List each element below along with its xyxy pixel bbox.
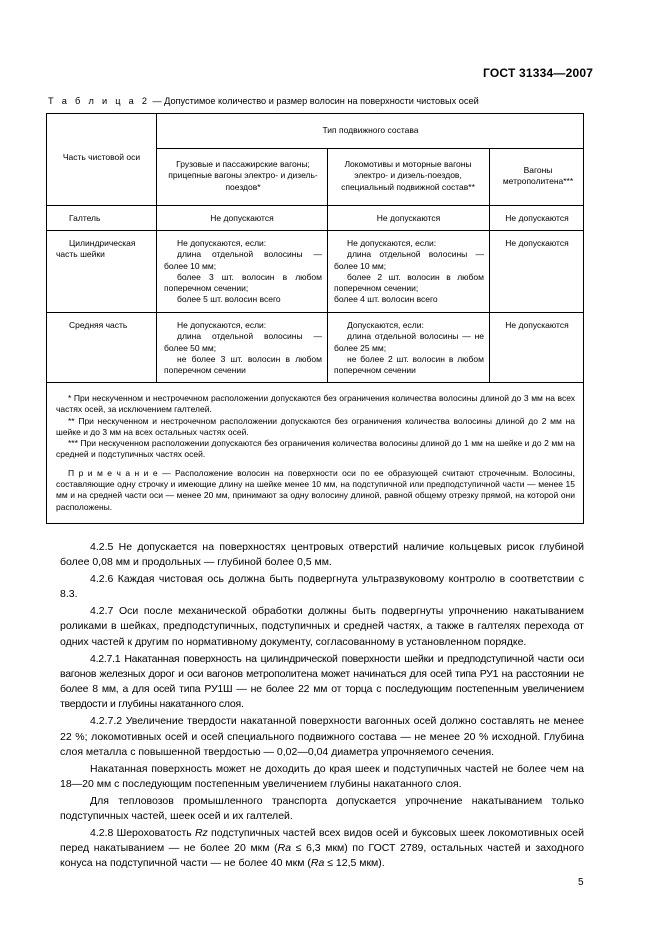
col-header-freight: Грузовые и пассажирские вагоны; прицепные вагоны электро- и дизель-поездов* xyxy=(168,159,318,192)
table-row-loco: Допускаются, если: длина отдельной волосины — не более 25 мм; не более 2 шт. волосин в любом поперечном сечении xyxy=(334,320,484,376)
col-header-part: Часть чистовой оси xyxy=(62,152,141,162)
table-notes xyxy=(56,393,575,520)
table-row-metro: Не допускаются xyxy=(505,213,569,223)
table-row-metro: Не допускаются xyxy=(505,238,569,248)
table-caption xyxy=(48,96,479,106)
paragraph-4-2-7: 4.2.7 Оси после механической обработки должны быть подвергнуты упрочнению накатыванием роликами в шейках, предподступичных, подступичных и средней частях, а также в галтелях перехода от одних частей к другим по нормативному документу, согласованному в установленном порядке. xyxy=(60,605,584,648)
paragraph-4-2-7-2: 4.2.7.2 Увеличение твердости накатанной поверхности вагонных осей должно составлять не менее 22 %; локомотивных осей и осей специального подвижного состава — не менее 20 % исходной. Глубина слоя металла с повышенной твердостью — 0,02—0,04 диаметра упрочняемого сечения. xyxy=(60,715,584,758)
remark-text: — Расположение волосин на поверхности оси по ее образующей считают строчечным. Волосины, составляющие одну строчку и имеющие длину на шейке менее 10 мм, на подступичной или предподступичной части — менее 15 мм и на средней части оси — менее 20 мм, принимают за одну волосину длиной, равной общему отрезку прямой, на которой они расположены. xyxy=(56,467,575,512)
table-row-part: Галтель xyxy=(69,213,101,223)
hair-defects-table xyxy=(46,113,584,524)
table-row-freight: Не допускаются, если: длина отдельной волосины — более 10 мм; более 3 шт. волосин в любом поперечном сечении; более 5 шт. волосин всего xyxy=(164,238,322,305)
remark-label: П р и м е ч а н и е xyxy=(68,467,158,478)
table-row-loco: Не допускаются xyxy=(376,213,441,223)
main-text xyxy=(60,540,584,873)
paragraph-4-2-5: 4.2.5 Не допускается на поверхностях центровых отверстий наличие кольцевых рисок глубиной более 0,08 мм и продольных — глубиной более 0,5 мм. xyxy=(60,541,584,569)
paragraph-rolling-surface: Накатанная поверхность может не доходить до края шеек и подступичных частей не более чем на 18—20 мм с последующим постепенным увеличением глубины накатанного слоя. xyxy=(60,762,584,790)
table-row-freight: Не допускаются, если: длина отдельной волосины — более 50 мм; не более 3 шт. волосин в любом поперечном сечении xyxy=(164,320,322,376)
col-header-loco: Локомотивы и моторные вагоны электро- и дизель-поездов, специальный подвижной состав** xyxy=(341,159,475,192)
paragraph-4-2-8: 4.2.8 Шероховатость Rz подступичных частей всех видов осей и буксовых шеек локомотивных осей перед накатыванием — не более 20 мкм (Ra ≤ 6,3 мкм) по ГОСТ 2789, остальных частей и заходного конуса на подступичной части — не более 40 мкм (Ra ≤ 12,5 мкм). xyxy=(60,826,584,870)
table-row-part: Средняя часть xyxy=(69,320,128,330)
table-row-loco: Не допускаются, если: длина отдельной волосины — более 10 мм; более 2 шт. волосин в любом поперечном сечении; более 4 шт. волосин всего xyxy=(334,238,484,305)
footnote-3: *** При нескученном расположении допускаются без ограничения количества волосины длиной до 1 мм на шейке и до 2 мм на средней и подступичных частях осей. xyxy=(56,438,575,460)
caption-text: — Допустимое количество и размер волосин на поверхности чистовых осей xyxy=(149,96,479,106)
table-row-metro: Не допускаются xyxy=(505,320,569,330)
col-header-metro: Вагоны метрополитена*** xyxy=(502,165,574,187)
page-number: 5 xyxy=(578,877,584,888)
standard-number: ГОСТ 31334—2007 xyxy=(483,66,594,80)
footnote-2: ** При нескученном и нестрочечном расположении допускаются без ограничения количества волосины длиной до 2 мм на шейке и до 3 мм на всех остальных частях осей. xyxy=(56,415,575,437)
table-row-freight: Не допускаются xyxy=(210,213,274,223)
footnote-1: * При нескученном и нестрочечном расположении допускаются без ограничения количества волосины длиной до 3 мм на всех частях осей, за исключением галтелей. xyxy=(56,393,575,415)
table-row-part: Цилиндрическая часть шейки xyxy=(56,238,136,260)
table-remark xyxy=(56,468,575,513)
paragraph-diesel-locomotives: Для тепловозов промышленного транспорта допускается упрочнение накатыванием только подступичных частей, шеек осей и их галтелей. xyxy=(60,794,584,823)
col-header-group: Тип подвижного состава xyxy=(322,125,419,135)
paragraph-4-2-6: 4.2.6 Каждая чистовая ось должна быть подвергнута ультразвуковому контролю в соответствии с 8.3. xyxy=(60,573,584,601)
caption-label: Т а б л и ц а 2 xyxy=(48,96,150,106)
paragraph-4-2-7-1: 4.2.7.1 Накатанная поверхность на цилиндрической поверхности шейки и предподступичной части оси вагонов железных дорог и оси вагонов метрополитена может начинаться для осей типа РУ1 на расстоянии не более 8 мм, а для осей типа РУ1Ш — не более 22 мм от торца с последующим постепенным увеличением твердости и глубины накатанного слоя. xyxy=(60,652,584,711)
